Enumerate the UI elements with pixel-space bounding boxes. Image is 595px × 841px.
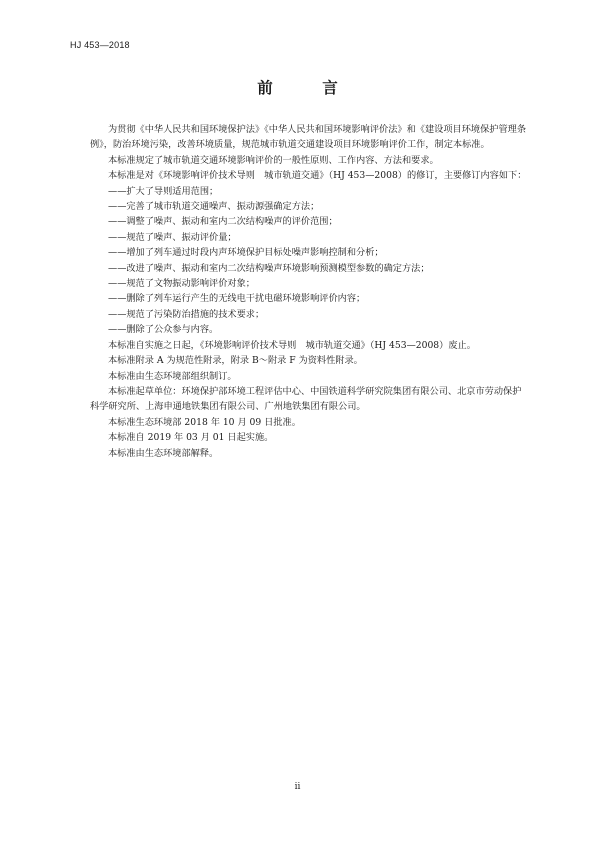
revision-item: ——改进了噪声、振动和室内二次结构噪声环境影响预测模型参数的确定方法； [108,262,430,274]
revision-item: ——调整了噪声、振动和室内二次结构噪声的评价范围； [108,216,338,228]
paragraph-effective: 本标准自 2019 年 03 月 01 日起实施。 [108,432,274,444]
revision-item: ——扩大了导则适用范围； [108,185,219,197]
revision-item: ——删除了公众参与内容。 [108,324,219,336]
revision-item: ——删除了列车运行产生的无线电干扰电磁环境影响评价内容； [108,293,366,305]
revision-item: ——规范了噪声、振动评价量； [108,231,237,243]
foreword-body [90,122,530,461]
page-title: 前 言 [257,79,360,97]
paragraph-revision-intro: 本标准是对《环境影响评价技术导则 城市轨道交通》（HJ 453—2008）的修订，主要修订内容如下： [108,170,527,182]
paragraph-purpose: 为贯彻《中华人民共和国环境保护法》《中华人民共和国环境影响评价法》和《建设项目环境保护管理条例》，防治环境污染，改善环境质量，规范城市轨道交通建设项目环境影响评价工作，制定本标准。 [90,124,527,151]
revision-item: ——增加了列车通过时段内声环境保护目标处噪声影响控制和分析； [108,247,384,259]
revision-item: ——规范了文物振动影响评价对象； [108,278,255,290]
paragraph-supersede: 本标准自实施之日起，《环境影响评价技术导则 城市轨道交通》（HJ 453—2008）废止。 [108,339,476,351]
page-number: ii [294,782,301,792]
revision-item: ——规范了污染防治措施的技术要求； [108,308,265,320]
paragraph-interpretation: 本标准由生态环境部解释。 [108,447,219,459]
paragraph-approval: 本标准生态环境部 2018 年 10 月 09 日批准。 [108,416,301,428]
paragraph-drafters: 本标准起草单位：环境保护部环境工程评估中心、中国铁道科学研究院集团有限公司、北京市劳动保护科学研究所、上海申通地铁集团有限公司、广州地铁集团有限公司。 [90,385,522,413]
standard-code: HJ 453—2018 [70,40,130,50]
paragraph-appendix: 本标准附录 A 为规范性附录，附录 B～附录 F 为资料性附录。 [108,355,363,367]
paragraph-scope: 本标准规定了城市轨道交通环境影响评价的一般性原则、工作内容、方法和要求。 [108,154,439,166]
revision-item: ——完善了城市轨道交通噪声、振动源强确定方法； [108,201,320,213]
paragraph-organizer: 本标准由生态环境部组织制订。 [108,370,237,382]
